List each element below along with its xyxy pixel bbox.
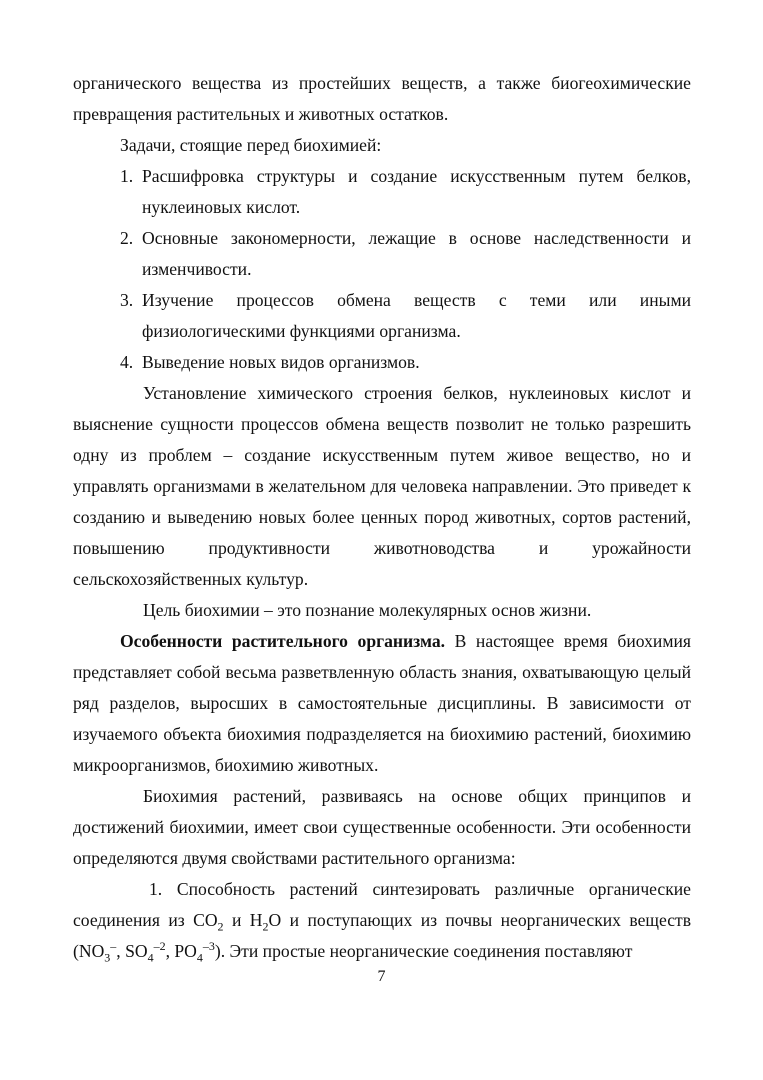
text-line: органического вещества из простейших веществ, а также биогеохимические	[73, 73, 691, 93]
document-page	[73, 68, 691, 967]
list-item-text: Выведение новых видов организмов.	[142, 352, 420, 372]
list-item-number: 3.	[120, 290, 134, 310]
text-run: 1. Способность растений синтезировать различные органические соединения из CO	[73, 879, 691, 930]
tasks-list	[73, 161, 691, 378]
list-item-number: 2.	[120, 228, 134, 248]
paragraph-structure: Установление химического строения белков, нуклеиновых кислот и выяснение сущности процессов обмена веществ позволит не только разрешить одну из проблем – создание искусственным путем живое вещество, но и управлять организмами в желательном для человека направлении. Это приведет к созданию и выведению новых более ценных пород животных, сортов растений, повышению продуктивности животноводства и урожайности сельскохозяйственных культур.	[73, 383, 691, 589]
list-item	[73, 347, 691, 378]
list-item	[73, 223, 691, 285]
subscript: 2	[262, 919, 269, 934]
paragraph-intro	[73, 68, 691, 130]
list-item-text: Расшифровка структуры и создание искусственным путем белков,	[142, 166, 691, 186]
text-run: ). Эти простые неорганические соединения поставляют	[214, 941, 633, 961]
subscript: 4	[147, 950, 154, 965]
page-number: 7	[377, 968, 386, 985]
text-line: превращения растительных и животных остатков.	[73, 104, 449, 124]
list-item	[73, 161, 691, 223]
subscript: 4	[196, 950, 203, 965]
list-item-text: Основные закономерности, лежащие в основе наследственности и	[142, 228, 691, 248]
subscript: 3	[104, 950, 111, 965]
list-item-number: 1.	[120, 166, 134, 186]
superscript: –	[110, 939, 117, 954]
text-run: и H	[223, 910, 263, 930]
tasks-heading: Задачи, стоящие перед биохимией:	[120, 135, 382, 155]
paragraph-text: В настоящее время биохимия представляет собой весьма разветвленную область знания, охватывающую целый ряд разделов, выросших в самостоятельные дисциплины. В зависимости от изучаемого объекта биохимия подразделяется на биохимию растений, биохимию микроорганизмов, биохимию животных.	[73, 631, 691, 775]
list-item-text: нуклеиновых кислот.	[142, 197, 301, 217]
text-run: , PO	[165, 941, 197, 961]
list-item	[73, 285, 691, 347]
text-run: O и поступающих из почвы неорганических веществ (NO	[73, 910, 691, 961]
superscript: –2	[153, 939, 166, 954]
list-item-text: физиологическими функциями организма.	[142, 321, 461, 341]
section-heading: Особенности растительного организма.	[120, 631, 446, 651]
paragraph-plant-biochemistry: Биохимия растений, развиваясь на основе общих принципов и достижений биохимии, имеет свои существенные особенности. Эти особенности определяются двумя свойствами растительного организма:	[73, 786, 691, 868]
superscript: –3	[202, 939, 215, 954]
list-item-text: изменчивости.	[142, 259, 252, 279]
list-item-number: 4.	[120, 352, 134, 372]
paragraph-plant-features	[73, 626, 691, 781]
subscript: 2	[217, 919, 224, 934]
list-item-text: Изучение процессов обмена веществ с теми или иными	[142, 290, 691, 310]
paragraph-goal: Цель биохимии – это познание молекулярных основ жизни.	[143, 600, 592, 620]
text-run: , SO	[116, 941, 148, 961]
paragraph-synthesis	[73, 874, 691, 967]
